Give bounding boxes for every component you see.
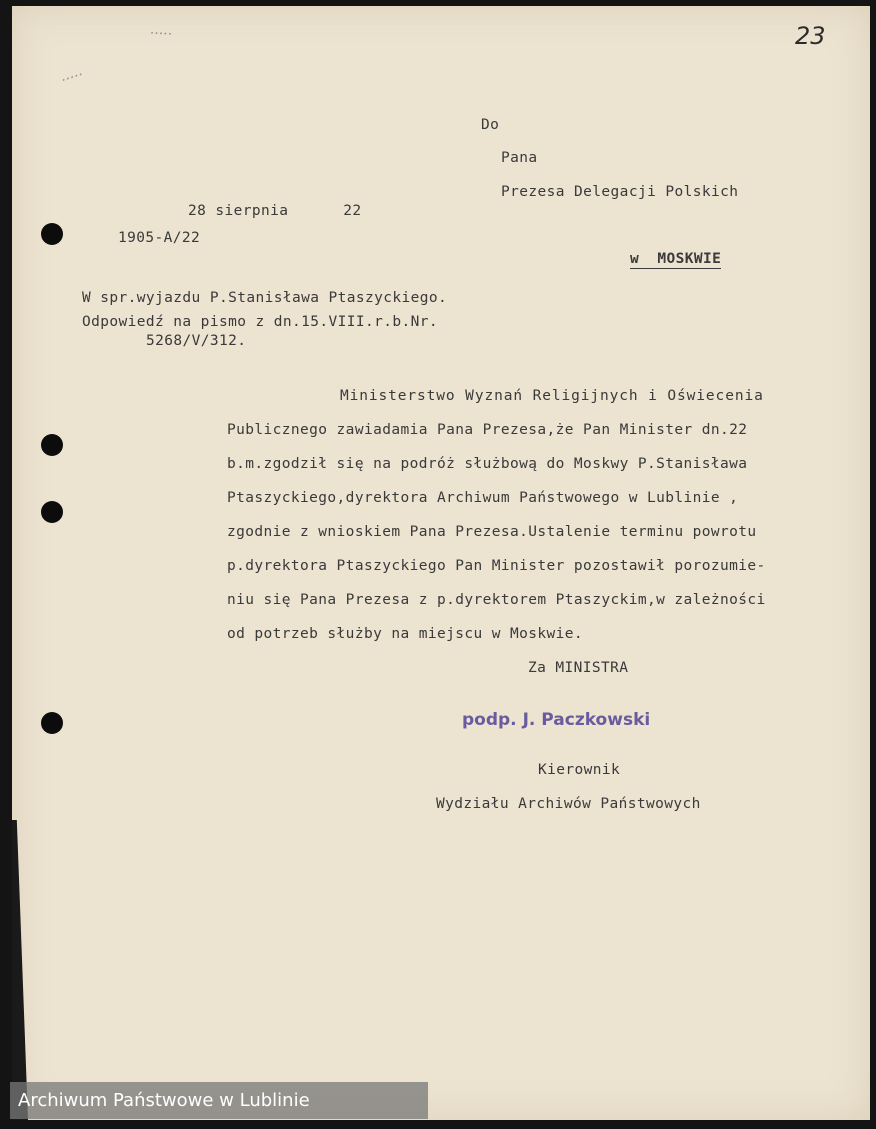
reference-number: 1905-A/22 <box>118 230 201 246</box>
body-line: niu się Pana Prezesa z p.dyrektorem Ptaszyckim,w zależności <box>227 592 766 608</box>
page-number: 23 <box>795 22 826 50</box>
body-line: od potrzeb służby na miejscu w Moskwie. <box>227 626 584 642</box>
recipient-line-3: Prezesa Delegacji Polskich <box>501 184 739 200</box>
body-line: Publicznego zawiadamia Pana Prezesa,że Pan Minister dn.22 <box>227 422 748 438</box>
pencil-note-margin: ..... <box>58 62 85 86</box>
subject-line-2: Odpowiedź na pismo z dn.15.VIII.r.b.Nr. <box>82 314 439 330</box>
recipient-city-text: w MOSKWIE <box>630 251 722 267</box>
punch-hole-2 <box>41 434 63 456</box>
signatory-department: Wydziału Archiwów Państwowych <box>436 796 701 812</box>
watermark-text: Archiwum Państwowe w Lublinie <box>18 1090 310 1111</box>
punch-hole-1 <box>41 223 63 245</box>
recipient-line-2: Pana <box>501 150 538 166</box>
punch-hole-4 <box>41 712 63 734</box>
letter-date: 28 sierpnia 22 <box>188 203 362 219</box>
signature-stamp: podp. J. Paczkowski <box>462 710 651 730</box>
signatory-title: Kierownik <box>538 762 621 778</box>
recipient-line-1: Do <box>481 117 500 133</box>
body-line: Ptaszyckiego,dyrektora Archiwum Państwowego w Lublinie , <box>227 490 739 506</box>
punch-hole-3 <box>41 501 63 523</box>
body-line: b.m.zgodził się na podróż służbową do Moskwy P.Stanisława <box>227 456 748 472</box>
pencil-note-archive: ..... <box>149 21 173 39</box>
recipient-city <box>630 251 721 267</box>
archive-watermark <box>10 1082 428 1119</box>
subject-line-1: W spr.wyjazdu P.Stanisława Ptaszyckiego. <box>82 290 448 306</box>
body-line: zgodnie z wnioskiem Pana Prezesa.Ustalenie terminu powrotu <box>227 524 757 540</box>
for-minister: Za MINISTRA <box>528 660 629 676</box>
body-line: p.dyrektora Ptaszyckiego Pan Minister pozostawił porozumie- <box>227 558 766 574</box>
subject-line-3: 5268/V/312. <box>146 333 247 349</box>
body-line: Ministerstwo Wyznań Religijnych i Oświecenia <box>340 388 764 404</box>
